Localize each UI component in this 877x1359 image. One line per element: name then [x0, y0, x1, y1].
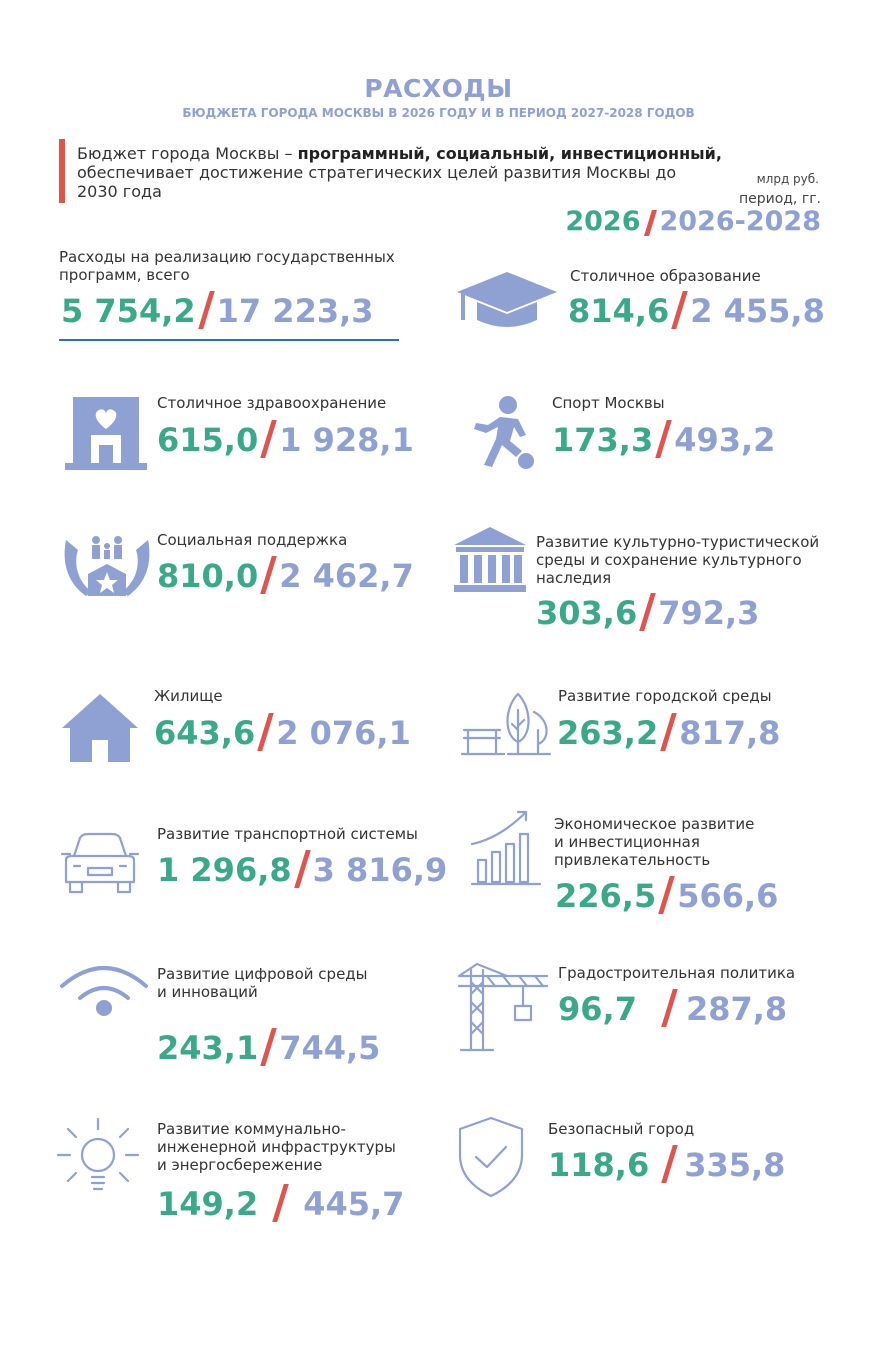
- wifi-icon: [58, 958, 150, 1020]
- safety-2026: 118,6: [548, 1146, 650, 1184]
- transport-2026: 1 296,8: [157, 851, 292, 889]
- education-period: 2 455,8: [690, 292, 825, 330]
- total-period: 17 223,3: [216, 292, 374, 330]
- value-slash: [660, 713, 677, 751]
- value-slash: [294, 850, 311, 888]
- utilities-label: [157, 1120, 396, 1174]
- economy-label-line2: и инвестиционная: [554, 833, 700, 851]
- house-icon: [60, 692, 140, 764]
- education-values: [568, 292, 825, 332]
- legend-year-current: 2026: [565, 206, 641, 237]
- economy-period: 566,6: [677, 877, 779, 915]
- utilities-values: [157, 1185, 404, 1225]
- growth-chart-icon: [470, 808, 546, 886]
- culture-label: Развитие культурно-туристической среды и сохранение культурного наследия: [536, 533, 820, 587]
- value-slash: [661, 1145, 678, 1183]
- culture-values: [536, 594, 759, 634]
- economy-label-line3: привлекательность: [554, 851, 711, 869]
- transport-label: Развитие транспортной системы: [157, 825, 418, 843]
- utilities-label-line2: инженерной инфраструктуры: [157, 1138, 396, 1156]
- digital-period: 744,5: [279, 1029, 381, 1067]
- intro-text: [77, 144, 777, 201]
- value-slash: [661, 989, 678, 1027]
- period-label: период, гг.: [738, 191, 821, 207]
- education-label: Столичное образование: [570, 267, 761, 285]
- value-slash: [655, 420, 672, 458]
- total-values: [61, 292, 374, 332]
- sport-values: [552, 421, 775, 461]
- social-values: [157, 557, 414, 597]
- health-period: 1 928,1: [279, 421, 414, 459]
- museum-icon: [452, 525, 528, 593]
- urban-2026: 263,2: [557, 714, 659, 752]
- accent-bar: [59, 139, 65, 203]
- page-subtitle: БЮДЖЕТА ГОРОДА МОСКВЫ В 2026 ГОДУ И В ПЕРИОД 2027-2028 ГОДОВ: [182, 106, 695, 120]
- page-title: РАСХОДЫ: [364, 74, 513, 103]
- economy-label: [554, 815, 754, 869]
- economy-values: [555, 877, 778, 917]
- culture-period: 792,3: [658, 594, 760, 632]
- legend-year-period: 2026-2028: [659, 206, 821, 237]
- social-period: 2 462,7: [279, 557, 414, 595]
- safety-label: Безопасный город: [548, 1120, 695, 1138]
- intro-rest: обеспечивает достижение стратегических целей развития Москвы до 2030 года: [77, 163, 677, 201]
- park-bench-tree-icon: [460, 690, 552, 758]
- digital-label-line1: Развитие цифровой среды: [157, 965, 368, 983]
- economy-label-line1: Экономическое развитие: [554, 815, 755, 833]
- value-slash: [671, 291, 688, 329]
- legend: [565, 206, 821, 237]
- utilities-2026: 149,2: [157, 1185, 259, 1223]
- family-hands-icon: [62, 530, 152, 600]
- value-slash: [658, 876, 675, 914]
- digital-label: [157, 965, 368, 1001]
- shield-check-icon: [456, 1115, 526, 1199]
- housing-2026: 643,6: [154, 714, 256, 752]
- urban-label: Развитие городской среды: [558, 687, 772, 705]
- health-label: Столичное здравоохранение: [157, 394, 387, 412]
- construction-period: 287,8: [685, 990, 788, 1028]
- value-slash: [260, 1028, 277, 1066]
- lightbulb-icon: [56, 1115, 140, 1199]
- unit-label: млрд руб.: [756, 172, 819, 186]
- health-2026: 615,0: [157, 421, 259, 459]
- legend-slash: [644, 210, 657, 236]
- construction-values: [558, 990, 787, 1030]
- social-label: Социальная поддержка: [157, 531, 348, 549]
- crane-icon: [457, 962, 549, 1054]
- sport-period: 493,2: [674, 421, 776, 459]
- safety-period: 335,8: [684, 1146, 786, 1184]
- value-slash: [260, 420, 277, 458]
- utilities-period: 445,7: [303, 1185, 405, 1223]
- value-slash: [257, 713, 274, 751]
- digital-2026: 243,1: [157, 1029, 259, 1067]
- intro-prefix: Бюджет города Москвы –: [77, 144, 298, 163]
- housing-label: Жилище: [154, 687, 223, 705]
- intro-bold: программный, социальный, инвестиционный,: [297, 144, 722, 163]
- graduation-cap-icon: [455, 270, 559, 330]
- value-slash: [272, 1184, 289, 1222]
- football-player-icon: [470, 395, 536, 473]
- housing-values: [154, 714, 411, 754]
- construction-2026: 96,7: [558, 990, 637, 1028]
- transport-period: 3 816,9: [312, 851, 448, 889]
- health-values: [157, 421, 414, 461]
- housing-period: 2 076,1: [276, 714, 411, 752]
- hospital-heart-icon: [65, 395, 147, 471]
- urban-period: 817,8: [679, 714, 781, 752]
- value-slash: [260, 556, 277, 594]
- transport-values: [157, 851, 447, 891]
- safety-values: [548, 1146, 785, 1186]
- sport-label: Спорт Москвы: [552, 394, 665, 412]
- utilities-label-line3: и энергосбережение: [157, 1156, 323, 1174]
- total-label: Расходы на реализацию государственных программ, всего: [59, 248, 395, 284]
- total-underline: [59, 339, 399, 341]
- value-slash: [639, 593, 656, 631]
- digital-values: [157, 1029, 380, 1069]
- social-2026: 810,0: [157, 557, 259, 595]
- utilities-label-line1: Развитие коммунально-: [157, 1120, 346, 1138]
- total-2026: 5 754,2: [61, 292, 196, 330]
- economy-2026: 226,5: [555, 877, 657, 915]
- car-icon: [60, 830, 140, 896]
- construction-label: Градостроительная политика: [558, 964, 796, 982]
- digital-label-line2: и инноваций: [157, 983, 258, 1001]
- value-slash: [198, 291, 215, 329]
- urban-values: [557, 714, 780, 754]
- culture-2026: 303,6: [536, 594, 638, 632]
- sport-2026: 173,3: [552, 421, 654, 459]
- education-2026: 814,6: [568, 292, 670, 330]
